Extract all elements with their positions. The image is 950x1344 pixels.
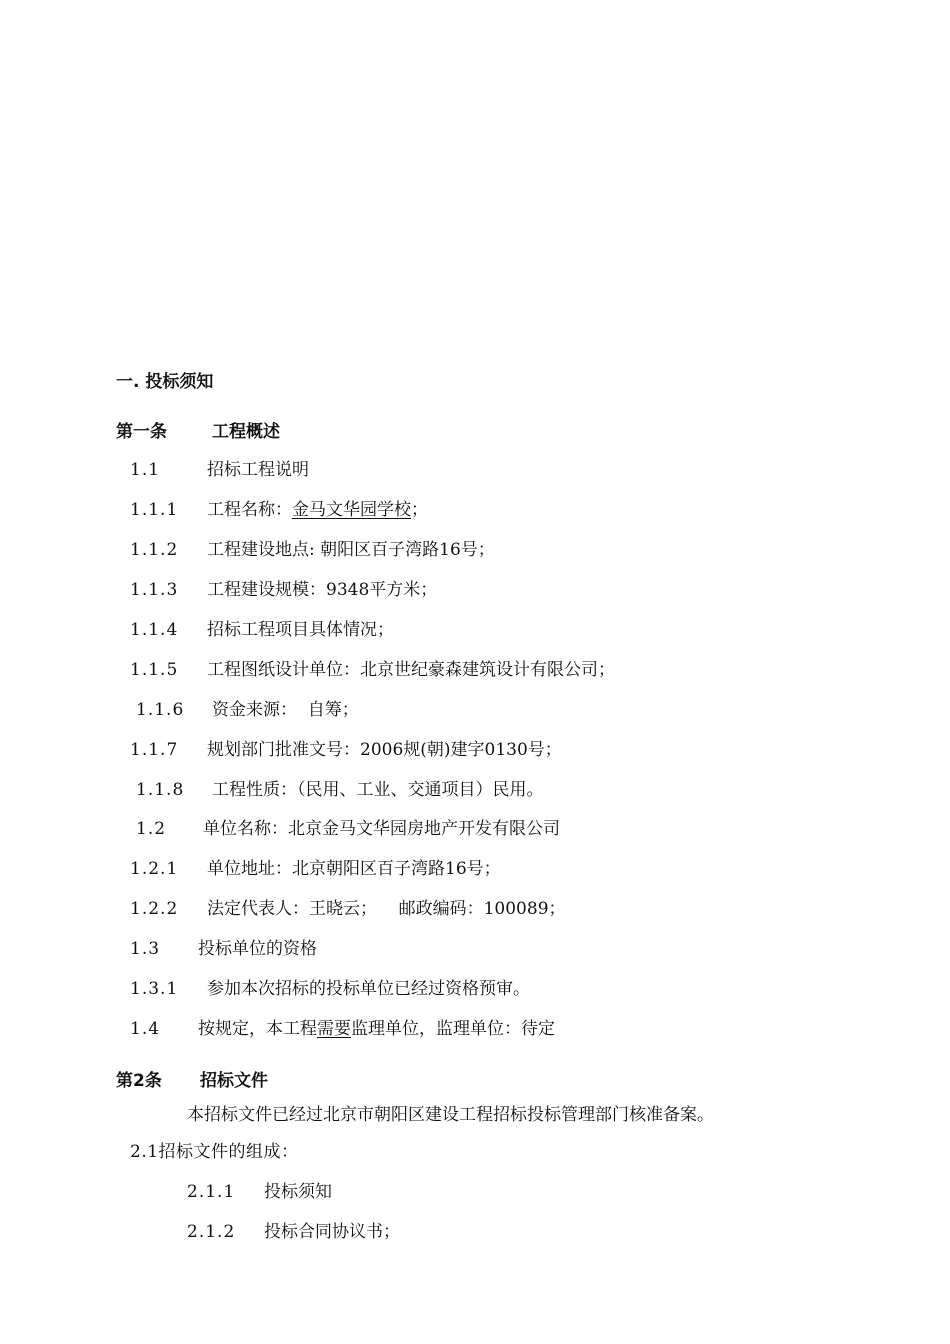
item-text: 参加本次招标的投标单位已经过资格预审。 (207, 979, 530, 999)
subitem-text: 投标须知 (264, 1182, 332, 1202)
article2-title: 招标文件 (200, 1071, 268, 1091)
item-text-prefix: 按规定，本工程 (198, 1019, 317, 1039)
article1-title: 工程概述 (212, 422, 280, 442)
item-number: 1.3 (130, 939, 161, 959)
subitem-number: 2.1.2 (187, 1222, 236, 1242)
project-name-underlined: 金马文华园学校 (292, 500, 411, 520)
item-text: 投标单位的资格 (198, 939, 317, 959)
item-number: 1.1.7 (130, 740, 179, 760)
item-number: 1.1.6 (136, 700, 185, 720)
item-number: 1.1 (130, 460, 161, 480)
item-text: 工程图纸设计单位：北京世纪豪森建筑设计有限公司； (207, 660, 615, 680)
item-text (198, 1018, 555, 1040)
required-underlined: 需要 (317, 1019, 351, 1039)
item-text-prefix: 工程名称： (207, 500, 292, 520)
item-text: 工程性质：（民用、工业、交通项目）民用。 (212, 780, 544, 800)
item-text: 规划部门批准文号：2006规(朝)建字0130号； (207, 740, 562, 760)
item-text: 单位地址：北京朝阳区百子湾路16号； (207, 859, 501, 879)
item-text: 法定代表人：王晓云； 邮政编码：100089； (207, 899, 566, 919)
item-text-suffix: ； (411, 500, 428, 520)
item-number: 1.1.1 (130, 500, 179, 520)
item-number: 1.4 (130, 1019, 161, 1039)
item-number: 1.1.5 (130, 660, 179, 680)
item-number: 1.2 (136, 819, 167, 839)
subitem-text: 投标合同协议书； (264, 1222, 400, 1242)
item-text: 单位名称：北京金马文华园房地产开发有限公司 (203, 819, 560, 839)
article2-label: 第2条 (116, 1071, 162, 1091)
item-text (207, 499, 428, 521)
subitem-number: 2.1.1 (187, 1182, 236, 1202)
item-text: 招标工程说明 (207, 460, 309, 480)
item-text: 工程建设地点: 朝阳区百子湾路16号； (207, 540, 495, 560)
item-number: 1.2.1 (130, 859, 179, 879)
item-text: 资金来源： 自筹； (212, 700, 359, 720)
article1-label: 第一条 (116, 422, 167, 442)
item-text: 工程建设规模：9348平方米； (207, 580, 438, 600)
item-text: 招标工程项目具体情况； (207, 620, 394, 640)
item-number: 1.3.1 (130, 979, 179, 999)
item-number: 1.1.2 (130, 540, 179, 560)
item-number: 1.1.4 (130, 620, 179, 640)
article2-sub-heading: 2.1招标文件的组成： (130, 1142, 299, 1162)
section-heading: 一. 投标须知 (116, 372, 214, 392)
item-number: 1.2.2 (130, 899, 179, 919)
item-text-suffix: 监理单位，监理单位：待定 (351, 1019, 555, 1039)
item-number: 1.1.3 (130, 580, 179, 600)
article2-intro: 本招标文件已经过北京市朝阳区建设工程招标投标管理部门核准备案。 (187, 1105, 714, 1125)
item-number: 1.1.8 (136, 780, 185, 800)
